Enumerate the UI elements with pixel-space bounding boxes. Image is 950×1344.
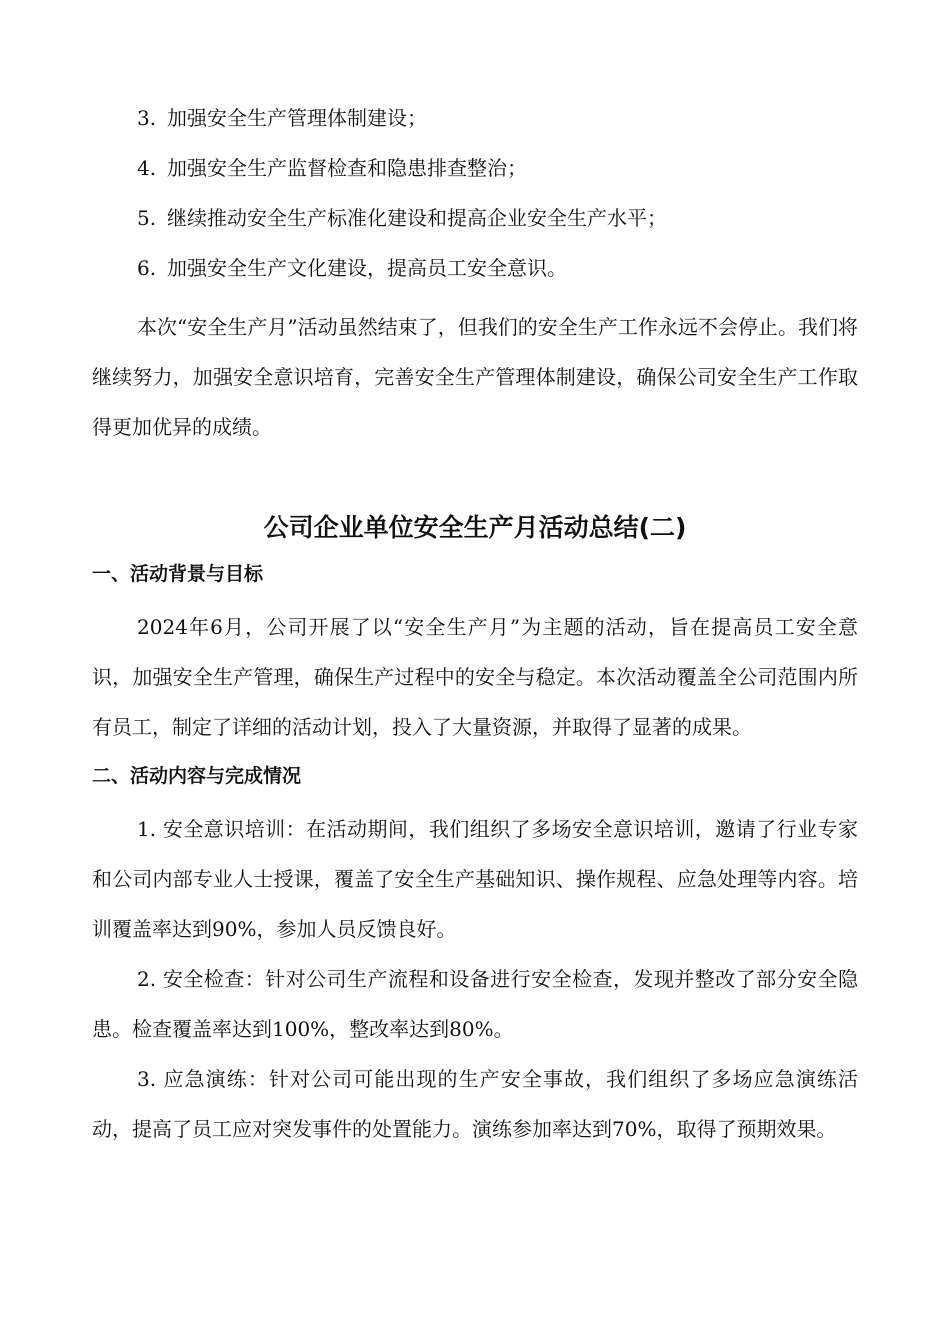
list-item [92,202,858,234]
content-item-training: 1. 安全意识培训：在活动期间，我们组织了多场安全意识培训，邀请了行业专家和公司内部专业人士授课，覆盖了安全生产基础知识、操作规程、应急处理等内容。培训覆盖率达到90%，参加人员反馈良好。 [92,817,858,941]
content-item-inspection: 2. 安全检查：针对公司生产流程和设备进行安全检查，发现并整改了部分安全隐患。检查覆盖率达到100%，整改率达到80%。 [92,967,858,1041]
list-number: 5. [137,206,157,230]
background-paragraph: 2024年6月，公司开展了以“安全生产月”为主题的活动，旨在提高员工安全意识，加强安全生产管理，确保生产过程中的安全与稳定。本次活动覆盖全公司范围内所有员工，制定了详细的活动计划，投入了大量资源，并取得了显著的成果。 [92,615,858,739]
section-heading-content: 二、活动内容与完成情况 [92,765,302,787]
document-title: 公司企业单位安全生产月活动总结(二) [263,513,687,542]
list-item [92,252,858,284]
closing-paragraph: 本次“安全生产月”活动虽然结束了，但我们的安全生产工作永远不会停止。我们将继续努力，加强安全意识培育，完善安全生产管理体制建设，确保公司安全生产工作取得更加优异的成绩。 [92,315,858,439]
content-item-drill: 3. 应急演练：针对公司可能出现的生产安全事故，我们组织了多场应急演练活动，提高了员工应对突发事件的处置能力。演练参加率达到70%，取得了预期效果。 [92,1067,858,1141]
section-heading-background: 一、活动背景与目标 [92,563,264,585]
list-number: 6. [137,256,157,280]
list-text: 继续推动安全生产标准化建设和提高企业安全生产水平； [167,206,667,230]
document-content [92,102,858,1154]
list-item [92,152,858,184]
list-text: 加强安全生产文化建设，提高员工安全意识。 [167,256,567,280]
list-text: 加强安全生产监督检查和隐患排查整治； [167,156,527,180]
list-number: 4. [137,156,157,180]
list-item [92,102,858,134]
list-number: 3. [137,106,157,130]
list-text: 加强安全生产管理体制建设； [167,106,427,130]
